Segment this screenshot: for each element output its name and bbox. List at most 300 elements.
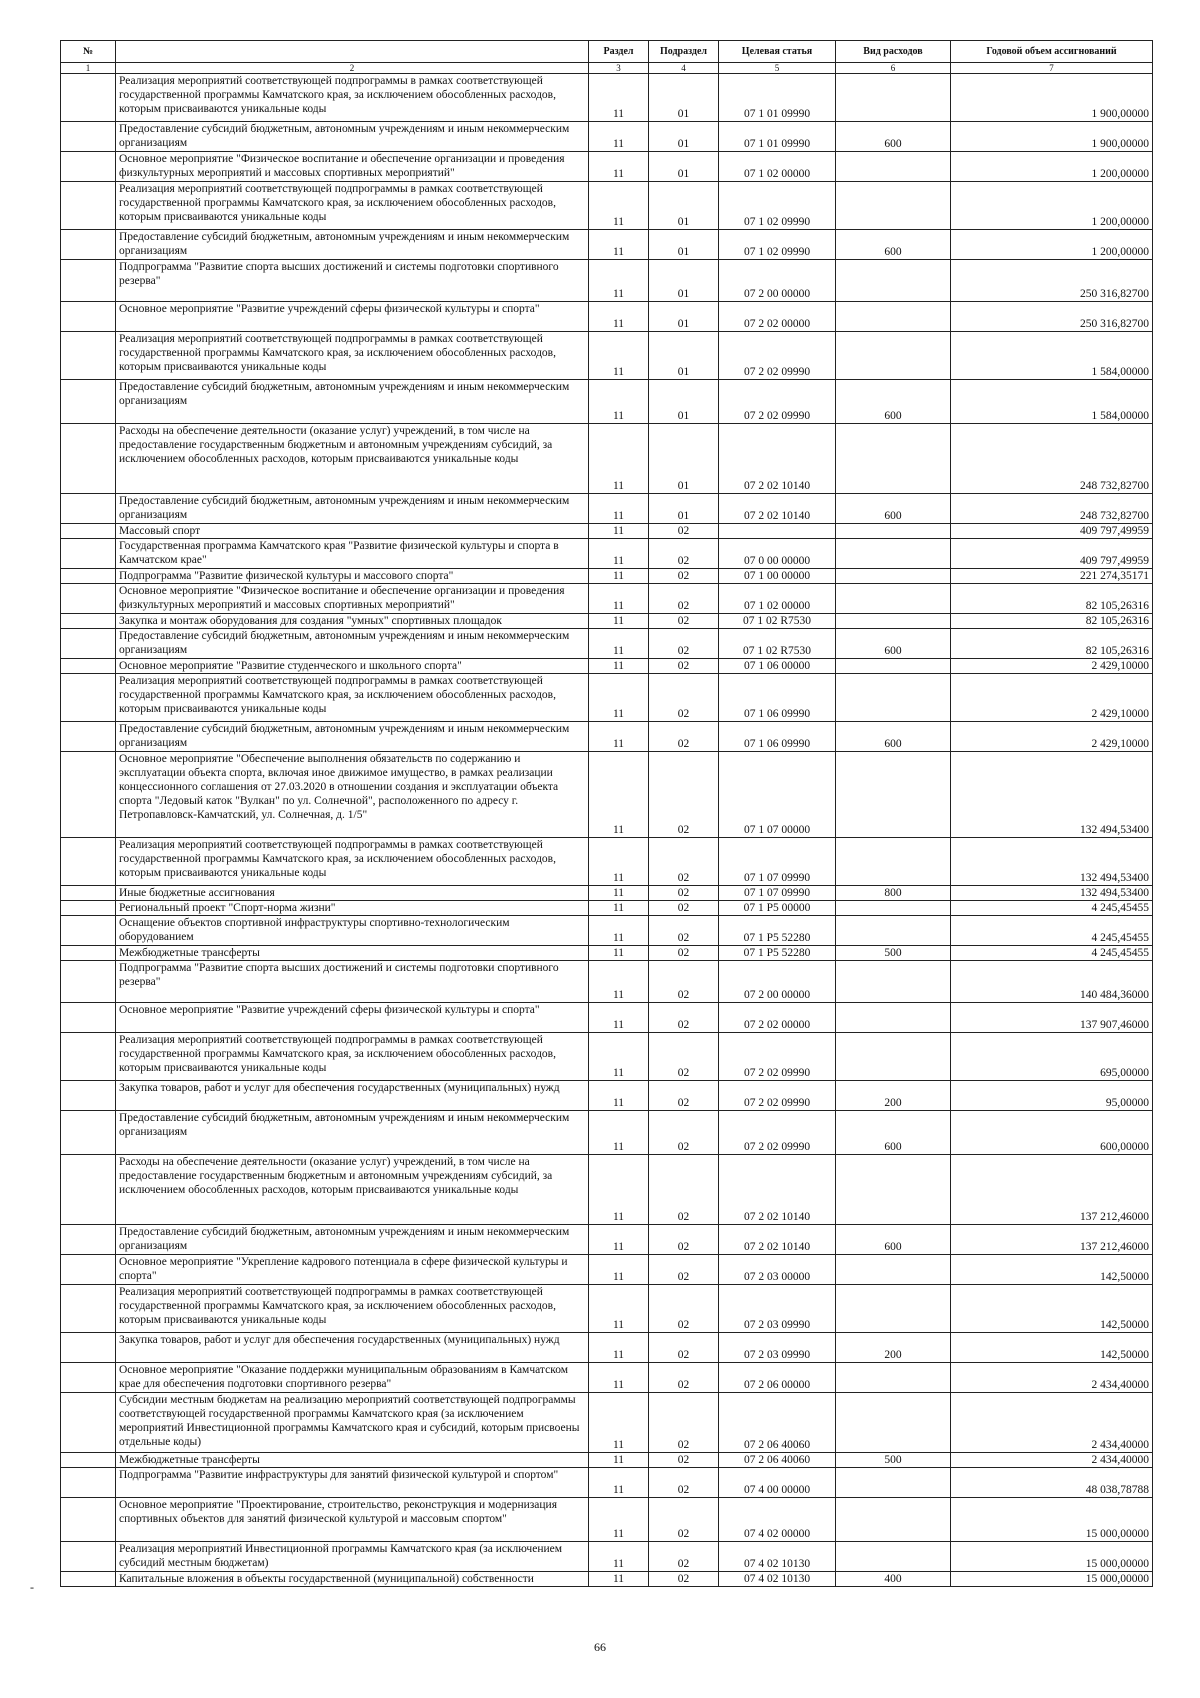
row-number-cell: [61, 539, 116, 569]
row-number-cell: [61, 1572, 116, 1587]
row-name-cell: Реализация мероприятий соответствующей подпрограммы в рамках соответствующей государственной программы Камчатского края, за исключением обособленных расходов, которым присваиваются уникальные коды: [116, 1033, 589, 1081]
row-podrazdel-cell: 01: [649, 122, 719, 152]
row-razdel-cell: 11: [589, 1033, 649, 1081]
row-vid-rashodov-cell: [836, 901, 951, 916]
table-row: [61, 659, 1153, 674]
row-number-cell: [61, 1155, 116, 1225]
row-vid-rashodov-cell: 600: [836, 230, 951, 260]
row-name-cell: Предоставление субсидий бюджетным, автономным учреждениям и иным некоммерческим организациям: [116, 230, 589, 260]
row-celevaya-statya-cell: 07 2 02 09990: [719, 1111, 836, 1155]
table-row: [61, 569, 1153, 584]
row-number-cell: [61, 1393, 116, 1453]
row-name-cell: Реализация мероприятий соответствующей подпрограммы в рамках соответствующей государственной программы Камчатского края, за исключением обособленных расходов, которым присваиваются уникальные коды: [116, 1285, 589, 1333]
row-razdel-cell: 11: [589, 1225, 649, 1255]
row-name-cell: Расходы на обеспечение деятельности (оказание услуг) учреждений, в том числе на предоставление государственным бюджетным и автономным учреждениям субсидий, за исключением обособленных расходов, которым присваиваются уникальные коды: [116, 1155, 589, 1225]
row-razdel-cell: 11: [589, 916, 649, 946]
row-vid-rashodov-cell: 600: [836, 1111, 951, 1155]
row-number-cell: [61, 230, 116, 260]
row-sum-cell: 137 907,46000: [951, 1003, 1153, 1033]
row-podrazdel-cell: 02: [649, 1572, 719, 1587]
table-row: [61, 332, 1153, 380]
row-number-cell: [61, 1542, 116, 1572]
row-vid-rashodov-cell: [836, 614, 951, 629]
row-podrazdel-cell: 01: [649, 494, 719, 524]
row-sum-cell: 1 900,00000: [951, 74, 1153, 122]
row-number-cell: [61, 332, 116, 380]
row-podrazdel-cell: 02: [649, 916, 719, 946]
row-number-cell: [61, 1363, 116, 1393]
row-name-cell: Подпрограмма "Развитие инфраструктуры для занятий физической культурой и спортом": [116, 1468, 589, 1498]
row-celevaya-statya-cell: 07 1 02 00000: [719, 584, 836, 614]
row-vid-rashodov-cell: [836, 424, 951, 494]
table-row: [61, 539, 1153, 569]
row-sum-cell: 15 000,00000: [951, 1498, 1153, 1542]
row-number-cell: [61, 752, 116, 838]
row-name-cell: Предоставление субсидий бюджетным, автономным учреждениям и иным некоммерческим организациям: [116, 1225, 589, 1255]
row-celevaya-statya-cell: [719, 524, 836, 539]
row-podrazdel-cell: 02: [649, 1363, 719, 1393]
table-row: [61, 1003, 1153, 1033]
row-number-cell: [61, 424, 116, 494]
column-number: 1: [61, 63, 116, 74]
row-vid-rashodov-cell: [836, 1498, 951, 1542]
row-number-cell: [61, 380, 116, 424]
row-podrazdel-cell: 01: [649, 302, 719, 332]
row-sum-cell: 1 200,00000: [951, 152, 1153, 182]
row-razdel-cell: 11: [589, 182, 649, 230]
row-vid-rashodov-cell: [836, 838, 951, 886]
row-podrazdel-cell: 01: [649, 424, 719, 494]
row-sum-cell: 250 316,82700: [951, 302, 1153, 332]
row-number-cell: [61, 1033, 116, 1081]
table-row: [61, 1363, 1153, 1393]
row-sum-cell: 248 732,82700: [951, 424, 1153, 494]
row-number-cell: [61, 916, 116, 946]
row-razdel-cell: 11: [589, 302, 649, 332]
row-razdel-cell: 11: [589, 901, 649, 916]
row-razdel-cell: 11: [589, 1363, 649, 1393]
row-name-cell: Межбюджетные трансферты: [116, 946, 589, 961]
row-podrazdel-cell: 02: [649, 1453, 719, 1468]
row-vid-rashodov-cell: 400: [836, 1572, 951, 1587]
row-name-cell: Основное мероприятие "Физическое воспитание и обеспечение организации и проведения физкультурных мероприятий и массовых спортивных мероприятий": [116, 584, 589, 614]
table-row: [61, 1225, 1153, 1255]
row-razdel-cell: 11: [589, 752, 649, 838]
row-number-cell: [61, 961, 116, 1003]
row-vid-rashodov-cell: [836, 152, 951, 182]
row-vid-rashodov-cell: [836, 260, 951, 302]
row-vid-rashodov-cell: 500: [836, 946, 951, 961]
row-sum-cell: 2 429,10000: [951, 674, 1153, 722]
row-sum-cell: 250 316,82700: [951, 260, 1153, 302]
header-name: [116, 41, 589, 63]
row-celevaya-statya-cell: 07 2 02 09990: [719, 332, 836, 380]
table-row: [61, 1468, 1153, 1498]
table-row: [61, 1081, 1153, 1111]
row-celevaya-statya-cell: 07 1 02 09990: [719, 182, 836, 230]
row-sum-cell: 1 900,00000: [951, 122, 1153, 152]
row-celevaya-statya-cell: 07 0 00 00000: [719, 539, 836, 569]
row-celevaya-statya-cell: 07 2 06 40060: [719, 1393, 836, 1453]
row-number-cell: [61, 946, 116, 961]
table-body: [61, 74, 1153, 1587]
row-vid-rashodov-cell: [836, 1255, 951, 1285]
row-celevaya-statya-cell: 07 4 00 00000: [719, 1468, 836, 1498]
page-number: 66: [594, 1640, 606, 1654]
row-razdel-cell: 11: [589, 614, 649, 629]
row-razdel-cell: 11: [589, 629, 649, 659]
table-row: [61, 494, 1153, 524]
row-celevaya-statya-cell: 07 1 06 09990: [719, 722, 836, 752]
row-podrazdel-cell: 02: [649, 1393, 719, 1453]
row-celevaya-statya-cell: 07 1 07 09990: [719, 886, 836, 901]
row-sum-cell: 142,50000: [951, 1333, 1153, 1363]
row-podrazdel-cell: 02: [649, 539, 719, 569]
table-row: [61, 122, 1153, 152]
row-podrazdel-cell: 02: [649, 1155, 719, 1225]
row-podrazdel-cell: 02: [649, 1111, 719, 1155]
column-number: 4: [649, 63, 719, 74]
row-podrazdel-cell: 01: [649, 182, 719, 230]
row-sum-cell: 82 105,26316: [951, 584, 1153, 614]
row-number-cell: [61, 569, 116, 584]
row-celevaya-statya-cell: 07 2 02 09990: [719, 1033, 836, 1081]
row-name-cell: Основное мероприятие "Развитие студенческого и школьного спорта": [116, 659, 589, 674]
row-podrazdel-cell: 01: [649, 332, 719, 380]
table-row: [61, 1155, 1153, 1225]
table-row: [61, 886, 1153, 901]
row-razdel-cell: 11: [589, 1003, 649, 1033]
row-podrazdel-cell: 02: [649, 524, 719, 539]
row-vid-rashodov-cell: [836, 584, 951, 614]
row-celevaya-statya-cell: 07 1 06 00000: [719, 659, 836, 674]
row-name-cell: Региональный проект "Спорт-норма жизни": [116, 901, 589, 916]
row-podrazdel-cell: 02: [649, 722, 719, 752]
row-vid-rashodov-cell: [836, 659, 951, 674]
row-razdel-cell: 11: [589, 260, 649, 302]
row-celevaya-statya-cell: 07 2 02 00000: [719, 302, 836, 332]
row-sum-cell: 48 038,78788: [951, 1468, 1153, 1498]
row-sum-cell: 2 429,10000: [951, 722, 1153, 752]
header-razdel: Раздел: [589, 41, 649, 63]
table-row: [61, 1542, 1153, 1572]
row-celevaya-statya-cell: 07 2 02 10140: [719, 494, 836, 524]
row-vid-rashodov-cell: [836, 916, 951, 946]
row-podrazdel-cell: 01: [649, 380, 719, 424]
row-number-cell: [61, 1225, 116, 1255]
row-razdel-cell: 11: [589, 524, 649, 539]
row-razdel-cell: 11: [589, 946, 649, 961]
row-razdel-cell: 11: [589, 1285, 649, 1333]
row-sum-cell: 15 000,00000: [951, 1542, 1153, 1572]
row-podrazdel-cell: 02: [649, 659, 719, 674]
row-sum-cell: 2 434,40000: [951, 1393, 1153, 1453]
table-row: [61, 152, 1153, 182]
row-podrazdel-cell: 02: [649, 886, 719, 901]
row-name-cell: Предоставление субсидий бюджетным, автономным учреждениям и иным некоммерческим организациям: [116, 722, 589, 752]
row-razdel-cell: 11: [589, 494, 649, 524]
row-celevaya-statya-cell: 07 1 P5 52280: [719, 916, 836, 946]
row-vid-rashodov-cell: [836, 569, 951, 584]
row-celevaya-statya-cell: 07 1 02 00000: [719, 152, 836, 182]
row-vid-rashodov-cell: 600: [836, 380, 951, 424]
row-sum-cell: 137 212,46000: [951, 1155, 1153, 1225]
row-name-cell: Предоставление субсидий бюджетным, автономным учреждениям и иным некоммерческим организациям: [116, 629, 589, 659]
row-number-cell: [61, 584, 116, 614]
row-vid-rashodov-cell: [836, 74, 951, 122]
row-podrazdel-cell: 02: [649, 1498, 719, 1542]
row-vid-rashodov-cell: [836, 1285, 951, 1333]
table-row: [61, 74, 1153, 122]
table-row: [61, 524, 1153, 539]
row-razdel-cell: 11: [589, 838, 649, 886]
row-podrazdel-cell: 02: [649, 584, 719, 614]
row-sum-cell: 142,50000: [951, 1255, 1153, 1285]
row-name-cell: Иные бюджетные ассигнования: [116, 886, 589, 901]
table-row: [61, 1498, 1153, 1542]
row-vid-rashodov-cell: [836, 1468, 951, 1498]
row-name-cell: Предоставление субсидий бюджетным, автономным учреждениям и иным некоммерческим организациям: [116, 122, 589, 152]
row-celevaya-statya-cell: 07 2 02 10140: [719, 1155, 836, 1225]
row-razdel-cell: 11: [589, 152, 649, 182]
row-vid-rashodov-cell: [836, 961, 951, 1003]
row-vid-rashodov-cell: [836, 182, 951, 230]
row-vid-rashodov-cell: [836, 524, 951, 539]
row-sum-cell: 2 429,10000: [951, 659, 1153, 674]
row-razdel-cell: 11: [589, 424, 649, 494]
table-row: [61, 182, 1153, 230]
row-name-cell: Основное мероприятие "Обеспечение выполнения обязательств по содержанию и эксплуатации объекта спорта, включая иное движимое имущество, в рамках реализации концессионного соглашения от 27.03.2020 в отношении создания и эксплуатации объекта спорта "Ледовый каток "Вулкан" по ул. Солнечной", расположенного по адресу г. Петропавловск-Камчатский, ул. Солнечная, д. 1/5": [116, 752, 589, 838]
row-celevaya-statya-cell: 07 2 03 09990: [719, 1285, 836, 1333]
table-row: [61, 1393, 1153, 1453]
margin-mark: -: [30, 1580, 34, 1594]
row-name-cell: Основное мероприятие "Развитие учреждений сферы физической культуры и спорта": [116, 302, 589, 332]
row-sum-cell: 4 245,45455: [951, 901, 1153, 916]
row-razdel-cell: 11: [589, 886, 649, 901]
row-podrazdel-cell: 02: [649, 961, 719, 1003]
header-num: №: [61, 41, 116, 63]
row-razdel-cell: 11: [589, 722, 649, 752]
row-celevaya-statya-cell: 07 1 02 09990: [719, 230, 836, 260]
row-celevaya-statya-cell: 07 1 07 00000: [719, 752, 836, 838]
row-sum-cell: 1 584,00000: [951, 332, 1153, 380]
row-sum-cell: 95,00000: [951, 1081, 1153, 1111]
row-podrazdel-cell: 02: [649, 838, 719, 886]
row-vid-rashodov-cell: 600: [836, 722, 951, 752]
row-sum-cell: 1 200,00000: [951, 182, 1153, 230]
row-razdel-cell: 11: [589, 659, 649, 674]
row-number-cell: [61, 122, 116, 152]
row-podrazdel-cell: 01: [649, 230, 719, 260]
row-vid-rashodov-cell: [836, 1155, 951, 1225]
row-name-cell: Основное мероприятие "Проектирование, строительство, реконструкция и модернизация спортивных объектов для занятий физической культурой и массовым спортом": [116, 1498, 589, 1542]
row-number-cell: [61, 901, 116, 916]
column-number: 5: [719, 63, 836, 74]
table-row: [61, 916, 1153, 946]
row-celevaya-statya-cell: 07 2 06 00000: [719, 1363, 836, 1393]
row-name-cell: Основное мероприятие "Развитие учреждений сферы физической культуры и спорта": [116, 1003, 589, 1033]
row-razdel-cell: 11: [589, 961, 649, 1003]
row-vid-rashodov-cell: 600: [836, 122, 951, 152]
row-podrazdel-cell: 02: [649, 901, 719, 916]
table-row: [61, 752, 1153, 838]
row-vid-rashodov-cell: [836, 302, 951, 332]
header-podrazdel: Подраздел: [649, 41, 719, 63]
row-razdel-cell: 11: [589, 1393, 649, 1453]
row-name-cell: Подпрограмма "Развитие спорта высших достижений и системы подготовки спортивного резерва": [116, 961, 589, 1003]
row-vid-rashodov-cell: [836, 1393, 951, 1453]
table-row: [61, 614, 1153, 629]
column-number: 3: [589, 63, 649, 74]
row-sum-cell: 132 494,53400: [951, 752, 1153, 838]
row-podrazdel-cell: 02: [649, 629, 719, 659]
row-razdel-cell: 11: [589, 1453, 649, 1468]
row-razdel-cell: 11: [589, 1255, 649, 1285]
row-number-cell: [61, 1285, 116, 1333]
row-celevaya-statya-cell: 07 2 02 00000: [719, 1003, 836, 1033]
table-row: [61, 230, 1153, 260]
row-razdel-cell: 11: [589, 1155, 649, 1225]
row-sum-cell: 1 584,00000: [951, 380, 1153, 424]
header-vid-rashodov: Вид расходов: [836, 41, 951, 63]
row-name-cell: Подпрограмма "Развитие физической культуры и массового спорта": [116, 569, 589, 584]
row-number-cell: [61, 74, 116, 122]
row-podrazdel-cell: 02: [649, 1468, 719, 1498]
row-name-cell: Государственная программа Камчатского края "Развитие физической культуры и спорта в Камчатском крае": [116, 539, 589, 569]
row-name-cell: Закупка и монтаж оборудования для создания "умных" спортивных площадок: [116, 614, 589, 629]
row-name-cell: Реализация мероприятий соответствующей подпрограммы в рамках соответствующей государственной программы Камчатского края, за исключением обособленных расходов, которым присваиваются уникальные коды: [116, 182, 589, 230]
row-podrazdel-cell: 02: [649, 1003, 719, 1033]
row-celevaya-statya-cell: 07 2 03 00000: [719, 1255, 836, 1285]
row-sum-cell: 2 434,40000: [951, 1453, 1153, 1468]
row-razdel-cell: 11: [589, 1333, 649, 1363]
table-row: [61, 260, 1153, 302]
row-celevaya-statya-cell: 07 2 02 09990: [719, 380, 836, 424]
row-name-cell: Предоставление субсидий бюджетным, автономным учреждениям и иным некоммерческим организациям: [116, 1111, 589, 1155]
row-podrazdel-cell: 02: [649, 1255, 719, 1285]
table-row: [61, 674, 1153, 722]
row-number-cell: [61, 152, 116, 182]
row-celevaya-statya-cell: 07 1 02 R7530: [719, 614, 836, 629]
row-podrazdel-cell: 01: [649, 74, 719, 122]
row-razdel-cell: 11: [589, 332, 649, 380]
row-name-cell: Основное мероприятие "Физическое воспитание и обеспечение организации и проведения физкультурных мероприятий и массовых спортивных мероприятий": [116, 152, 589, 182]
row-celevaya-statya-cell: 07 2 02 10140: [719, 1225, 836, 1255]
row-sum-cell: 142,50000: [951, 1285, 1153, 1333]
table-row: [61, 1255, 1153, 1285]
row-celevaya-statya-cell: 07 1 07 09990: [719, 838, 836, 886]
row-vid-rashodov-cell: 600: [836, 1225, 951, 1255]
row-number-cell: [61, 629, 116, 659]
row-podrazdel-cell: 02: [649, 1333, 719, 1363]
header-godovoy-obem: Годовой объем ассигнований: [951, 41, 1153, 63]
table-row: [61, 1572, 1153, 1587]
row-name-cell: Капитальные вложения в объекты государственной (муниципальной) собственности: [116, 1572, 589, 1587]
column-numbers-row: [61, 63, 1153, 74]
row-sum-cell: 82 105,26316: [951, 614, 1153, 629]
row-celevaya-statya-cell: 07 1 P5 52280: [719, 946, 836, 961]
budget-table-sheet: [60, 40, 1152, 1587]
row-celevaya-statya-cell: 07 4 02 00000: [719, 1498, 836, 1542]
table-row: [61, 1033, 1153, 1081]
row-name-cell: Субсидии местным бюджетам на реализацию мероприятий соответствующей подпрограммы соответствующей государственной программы Камчатского края (за исключением мероприятий Инвестиционной программы Камчатского края и субсидий, которым присвоены отдельные коды): [116, 1393, 589, 1453]
row-sum-cell: 82 105,26316: [951, 629, 1153, 659]
row-celevaya-statya-cell: 07 1 01 09990: [719, 122, 836, 152]
row-podrazdel-cell: 02: [649, 752, 719, 838]
row-name-cell: Расходы на обеспечение деятельности (оказание услуг) учреждений, в том числе на предоставление государственным бюджетным и автономным учреждениям субсидий, за исключением обособленных расходов, которым присваиваются уникальные коды: [116, 424, 589, 494]
row-sum-cell: 2 434,40000: [951, 1363, 1153, 1393]
row-vid-rashodov-cell: [836, 752, 951, 838]
row-name-cell: Закупка товаров, работ и услуг для обеспечения государственных (муниципальных) нужд: [116, 1081, 589, 1111]
row-name-cell: Межбюджетные трансферты: [116, 1453, 589, 1468]
row-vid-rashodov-cell: [836, 1363, 951, 1393]
row-sum-cell: 600,00000: [951, 1111, 1153, 1155]
row-number-cell: [61, 1255, 116, 1285]
row-name-cell: Реализация мероприятий соответствующей подпрограммы в рамках соответствующей государственной программы Камчатского края, за исключением обособленных расходов, которым присваиваются уникальные коды: [116, 838, 589, 886]
row-number-cell: [61, 1453, 116, 1468]
row-number-cell: [61, 674, 116, 722]
row-podrazdel-cell: 02: [649, 1081, 719, 1111]
row-number-cell: [61, 182, 116, 230]
row-sum-cell: 409 797,49959: [951, 524, 1153, 539]
row-celevaya-statya-cell: 07 1 06 09990: [719, 674, 836, 722]
row-sum-cell: 221 274,35171: [951, 569, 1153, 584]
row-name-cell: Массовый спорт: [116, 524, 589, 539]
row-sum-cell: 15 000,00000: [951, 1572, 1153, 1587]
row-celevaya-statya-cell: 07 2 00 00000: [719, 260, 836, 302]
row-celevaya-statya-cell: 07 2 02 10140: [719, 424, 836, 494]
row-name-cell: Закупка товаров, работ и услуг для обеспечения государственных (муниципальных) нужд: [116, 1333, 589, 1363]
table-row: [61, 1111, 1153, 1155]
row-podrazdel-cell: 02: [649, 614, 719, 629]
row-celevaya-statya-cell: 07 4 02 10130: [719, 1572, 836, 1587]
row-razdel-cell: 11: [589, 584, 649, 614]
table-row: [61, 901, 1153, 916]
row-number-cell: [61, 494, 116, 524]
row-celevaya-statya-cell: 07 1 02 R7530: [719, 629, 836, 659]
row-razdel-cell: 11: [589, 569, 649, 584]
column-number: 7: [951, 63, 1153, 74]
row-name-cell: Реализация мероприятий соответствующей подпрограммы в рамках соответствующей государственной программы Камчатского края, за исключением обособленных расходов, которым присваиваются уникальные коды: [116, 674, 589, 722]
row-name-cell: Подпрограмма "Развитие спорта высших достижений и системы подготовки спортивного резерва": [116, 260, 589, 302]
row-number-cell: [61, 1333, 116, 1363]
row-vid-rashodov-cell: 600: [836, 629, 951, 659]
table-row: [61, 629, 1153, 659]
table-row: [61, 584, 1153, 614]
table-row: [61, 722, 1153, 752]
row-name-cell: Основное мероприятие "Оказание поддержки муниципальным образованиям в Камчатском крае для обеспечения подготовки спортивного резерва": [116, 1363, 589, 1393]
row-razdel-cell: 11: [589, 539, 649, 569]
row-vid-rashodov-cell: 500: [836, 1453, 951, 1468]
row-celevaya-statya-cell: 07 2 06 40060: [719, 1453, 836, 1468]
row-razdel-cell: 11: [589, 674, 649, 722]
row-number-cell: [61, 886, 116, 901]
table-row: [61, 380, 1153, 424]
column-number: 2: [116, 63, 589, 74]
row-podrazdel-cell: 01: [649, 152, 719, 182]
row-vid-rashodov-cell: 600: [836, 494, 951, 524]
row-celevaya-statya-cell: 07 2 02 09990: [719, 1081, 836, 1111]
row-podrazdel-cell: 01: [649, 260, 719, 302]
row-number-cell: [61, 1081, 116, 1111]
row-number-cell: [61, 524, 116, 539]
row-name-cell: Основное мероприятие "Укрепление кадрового потенциала в сфере физической культуры и спорта": [116, 1255, 589, 1285]
row-vid-rashodov-cell: 200: [836, 1333, 951, 1363]
header-celevaya-statya: Целевая статья: [719, 41, 836, 63]
table-row: [61, 1333, 1153, 1363]
row-sum-cell: 248 732,82700: [951, 494, 1153, 524]
row-vid-rashodov-cell: [836, 1542, 951, 1572]
